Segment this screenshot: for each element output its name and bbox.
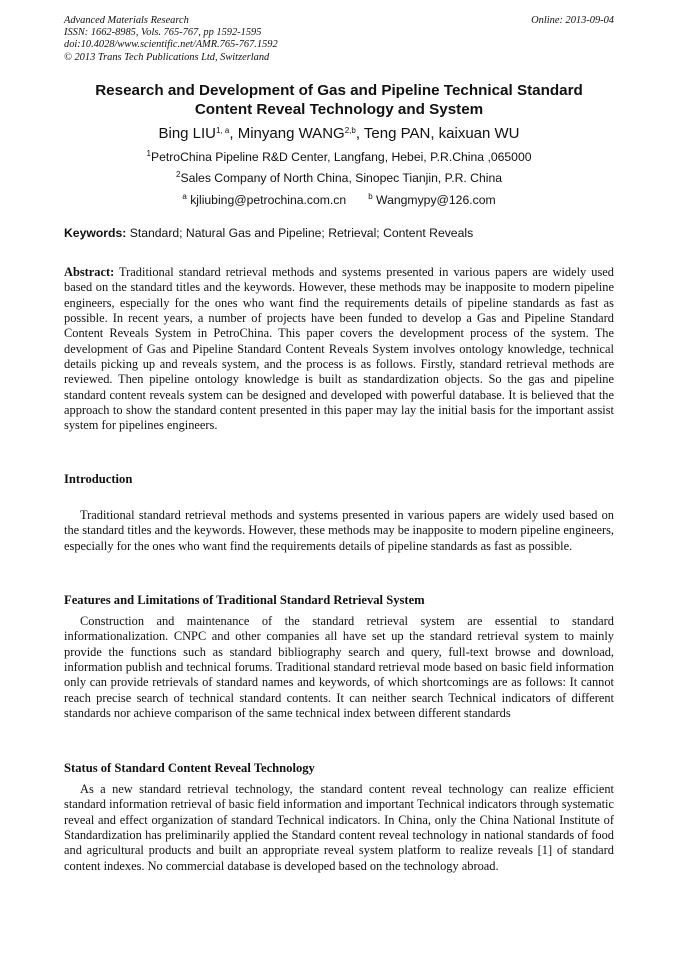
features-heading: Features and Limitations of Traditional Standard Retrieval System: [64, 593, 425, 607]
journal-doi: doi:10.4028/www.scientific.net/AMR.765-767.1592: [64, 39, 278, 51]
abstract-text: Traditional standard retrieval methods and systems presented in various papers are widely used based on the standard titles and the keywords. However, these methods may be inapposite to modern pipeline engineers, especially for the ones who want find the requirements details of pipeline standards as fast as possible. In recent years, a number of projects have been funded to develop a Gas and Pipeline Standard Content Reveals System in PetroChina. This paper covers the development process of the system. The development of Gas and Pipeline Standard Content Reveals System involves ontology knowledge, technical details picking up and reveals system, and the process is as follows. Firstly, standard retrieval methods are reviewed. Then pipeline ontology knowledge is built as standardization objects. So the gas and pipeline standard content reveals system can be designed and developed with powerful database. It is believed that the approach to show the standard content presented in this paper may lay the initial basis for the important assist system for pipelines engineers.: [64, 265, 614, 433]
email-b-sup: b: [368, 192, 373, 201]
affiliation-2-sup: 2: [175, 170, 181, 179]
author-list: [64, 124, 614, 144]
journal-issn: ISSN: 1662-8985, Vols. 765-767, pp 1592-1595: [64, 27, 262, 39]
status-text: As a new standard retrieval technology, the standard content reveal technology can realize efficient standard information retrieval of basic field information and important Technical indicators through systematic reveal and effect organization of standard Technical indicators. In China, only the China National Institute of Standardization has preliminarily applied the Standard content reveal technology in national standards of food and agricultural products and built an appropriate reveal system platform to realize reveals [1] of standard content indexes. No commercial database is developed based on the technology abroad.: [64, 782, 614, 873]
affiliation-2: [64, 171, 614, 186]
paper-title-line1: Research and Development of Gas and Pipeline Technical Standard: [95, 82, 583, 99]
keywords: [64, 226, 614, 241]
author-1-sup: 1, a: [216, 126, 230, 135]
abstract-label: Abstract:: [64, 265, 115, 279]
affiliation-1: [64, 150, 614, 165]
affiliation-2-text: Sales Company of North China, Sinopec Tianjin, P.R. China: [180, 171, 502, 185]
email-a-sup: a: [182, 192, 187, 201]
status-paragraph: [64, 782, 614, 874]
affiliation-1-text: PetroChina Pipeline R&D Center, Langfang, Hebei, P.R.China ,065000: [150, 150, 532, 164]
author-emails: [64, 193, 614, 208]
affiliation-1-sup: 1: [146, 149, 151, 158]
journal-name: Advanced Materials Research: [64, 15, 189, 26]
features-text: Construction and maintenance of the standard retrieval system are essential to standard informationalization. CNPC and other companies all have set up the standard retrieval system to mainly provide the functions such as standard bibliography search and query, full-text browse and download, information publish and technical forums. Traditional standard retrieval mode based on basic field information only can provide retrievals of standard names and keywords, of which shortcomings are as follows: It cannot reach precise search of technical standard contents. It can neither search Technical indicators of different standards nor achieve comparison of the same technical index between different standards: [64, 614, 614, 721]
author-separator: ,: [229, 125, 238, 142]
author-rest: , Teng PAN, kaixuan WU: [355, 125, 520, 142]
journal-copyright: © 2013 Trans Tech Publications Ltd, Switzerland: [64, 51, 270, 63]
email-a: kjliubing@petrochina.com.cn: [190, 193, 347, 207]
features-paragraph: [64, 614, 614, 721]
author-1-name: Bing LIU: [158, 125, 217, 142]
author-2-name: Minyang WANG: [237, 125, 345, 142]
journal-header: [64, 15, 278, 64]
email-b: Wangmypy@126.com: [376, 193, 496, 207]
paper-title-line2: Content Reveal Technology and System: [194, 101, 484, 118]
status-heading: Status of Standard Content Reveal Technology: [64, 761, 315, 775]
online-date: Online: 2013-09-04: [531, 15, 614, 26]
introduction-text: Traditional standard retrieval methods and systems presented in various papers are widely used based on the standard titles and the keywords. However, these methods may be inapposite to modern pipeline engineers, especially for the ones who want find the requirements details of pipeline standards as fast as possible.: [64, 508, 614, 553]
keywords-label: Keywords:: [64, 226, 127, 240]
author-2-sup: 2,b: [344, 126, 356, 135]
introduction-heading: Introduction: [64, 472, 133, 486]
keywords-text: Standard; Natural Gas and Pipeline; Retrieval; Content Reveals: [126, 226, 474, 240]
introduction-paragraph: [64, 508, 614, 554]
abstract: [64, 265, 614, 434]
paper-title: [64, 81, 614, 119]
